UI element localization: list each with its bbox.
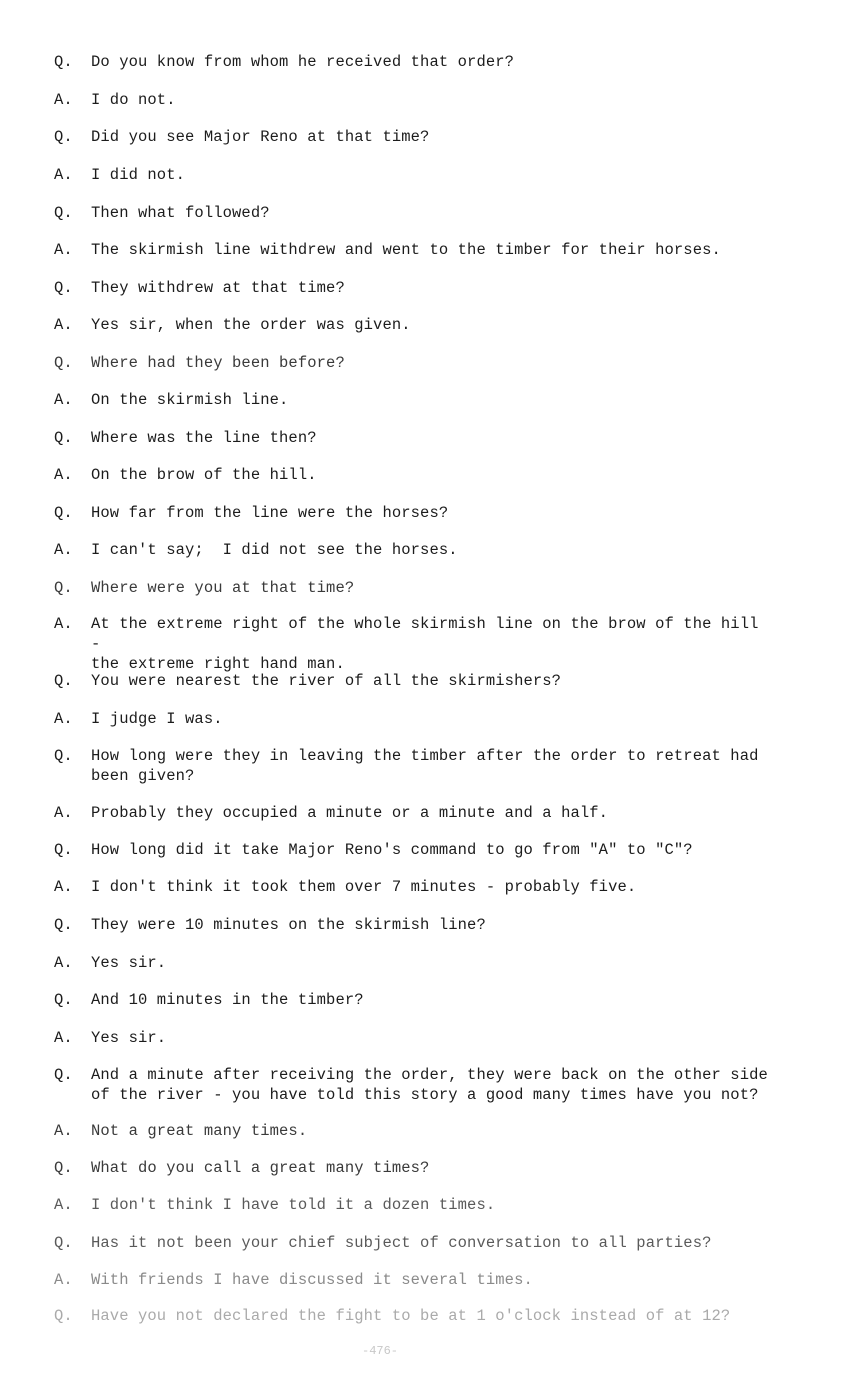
question-text: They were 10 minutes on the skirmish line? bbox=[91, 916, 486, 934]
answer-marker: A. bbox=[54, 466, 73, 484]
answer-marker: A. bbox=[54, 241, 73, 259]
question-line bbox=[54, 990, 774, 1010]
question-line bbox=[54, 127, 774, 147]
question-text: Where were you at that time? bbox=[91, 579, 355, 597]
answer-marker: A. bbox=[54, 541, 73, 559]
question-marker: Q. bbox=[54, 991, 73, 1009]
question-text: Do you know from whom he received that order? bbox=[91, 53, 515, 71]
question-text: How far from the line were the horses? bbox=[91, 504, 449, 522]
question-marker: Q. bbox=[54, 841, 73, 859]
answer-line bbox=[54, 709, 774, 729]
answer-marker: A. bbox=[54, 804, 73, 822]
answer-line bbox=[54, 953, 774, 973]
question-marker: Q. bbox=[54, 747, 73, 765]
answer-line bbox=[54, 540, 774, 560]
answer-marker: A. bbox=[54, 1029, 73, 1047]
question-text: Did you see Major Reno at that time? bbox=[91, 128, 430, 146]
answer-text: Yes sir. bbox=[91, 1029, 167, 1047]
answer-text: Not a great many times. bbox=[91, 1122, 308, 1140]
question-marker: Q. bbox=[54, 1307, 73, 1325]
answer-marker: A. bbox=[54, 878, 73, 896]
question-marker: Q. bbox=[54, 1234, 73, 1252]
question-text: Has it not been your chief subject of conversation to all parties? bbox=[91, 1234, 712, 1252]
answer-line bbox=[54, 1195, 774, 1215]
answer-line bbox=[54, 465, 774, 485]
answer-line bbox=[54, 1028, 774, 1048]
question-line bbox=[54, 671, 774, 691]
answer-line bbox=[54, 877, 774, 897]
answer-text: With friends I have discussed it several times. bbox=[91, 1271, 533, 1289]
answer-text: The skirmish line withdrew and went to the timber for their horses. bbox=[91, 241, 721, 259]
question-text: You were nearest the river of all the skirmishers? bbox=[91, 672, 562, 690]
question-marker: Q. bbox=[54, 53, 73, 71]
question-text: Where had they been before? bbox=[91, 354, 345, 372]
question-line bbox=[54, 203, 774, 223]
question-marker: Q. bbox=[54, 1066, 73, 1084]
question-line bbox=[54, 1065, 774, 1105]
question-text: Have you not declared the fight to be at 1 o'clock instead of at 12? bbox=[91, 1307, 731, 1325]
answer-line bbox=[54, 1121, 774, 1141]
question-line bbox=[54, 52, 774, 72]
question-text: Where was the line then? bbox=[91, 429, 317, 447]
question-line bbox=[54, 578, 774, 598]
answer-text: At the extreme right of the whole skirmish line on the brow of the hill - the extreme right hand man. bbox=[91, 615, 759, 673]
question-line bbox=[54, 353, 774, 373]
answer-marker: A. bbox=[54, 391, 73, 409]
answer-marker: A. bbox=[54, 954, 73, 972]
question-line bbox=[54, 915, 774, 935]
page-number: -476- bbox=[362, 1344, 399, 1358]
question-line bbox=[54, 428, 774, 448]
answer-marker: A. bbox=[54, 316, 73, 334]
answer-marker: A. bbox=[54, 91, 73, 109]
answer-line bbox=[54, 390, 774, 410]
answer-marker: A. bbox=[54, 1196, 73, 1214]
answer-text: I judge I was. bbox=[91, 710, 223, 728]
question-marker: Q. bbox=[54, 204, 73, 222]
answer-marker: A. bbox=[54, 1271, 73, 1289]
answer-marker: A. bbox=[54, 710, 73, 728]
answer-text: I don't think I have told it a dozen times. bbox=[91, 1196, 496, 1214]
question-marker: Q. bbox=[54, 1159, 73, 1177]
question-line bbox=[54, 1306, 774, 1326]
answer-marker: A. bbox=[54, 166, 73, 184]
question-marker: Q. bbox=[54, 429, 73, 447]
answer-marker: A. bbox=[54, 1122, 73, 1140]
answer-text: Yes sir. bbox=[91, 954, 167, 972]
answer-marker: A. bbox=[54, 615, 73, 633]
question-marker: Q. bbox=[54, 916, 73, 934]
question-marker: Q. bbox=[54, 279, 73, 297]
answer-line bbox=[54, 90, 774, 110]
answer-line bbox=[54, 803, 774, 823]
question-line bbox=[54, 746, 774, 786]
question-text: What do you call a great many times? bbox=[91, 1159, 430, 1177]
question-text: And 10 minutes in the timber? bbox=[91, 991, 364, 1009]
question-marker: Q. bbox=[54, 672, 73, 690]
question-marker: Q. bbox=[54, 579, 73, 597]
answer-line bbox=[54, 165, 774, 185]
question-line bbox=[54, 1233, 774, 1253]
answer-line bbox=[54, 614, 774, 674]
answer-text: On the brow of the hill. bbox=[91, 466, 317, 484]
question-line bbox=[54, 840, 774, 860]
question-marker: Q. bbox=[54, 504, 73, 522]
question-text: Then what followed? bbox=[91, 204, 270, 222]
answer-text: On the skirmish line. bbox=[91, 391, 289, 409]
question-text: How long were they in leaving the timber after the order to retreat had been given? bbox=[91, 747, 759, 785]
answer-line bbox=[54, 1270, 774, 1290]
question-text: And a minute after receiving the order, they were back on the other side of the river - you have told this story a good many times have you not? bbox=[91, 1066, 768, 1104]
question-text: They withdrew at that time? bbox=[91, 279, 345, 297]
answer-text: I did not. bbox=[91, 166, 186, 184]
question-marker: Q. bbox=[54, 128, 73, 146]
question-line bbox=[54, 1158, 774, 1178]
question-line bbox=[54, 278, 774, 298]
answer-text: I can't say; I did not see the horses. bbox=[91, 541, 458, 559]
answer-text: I do not. bbox=[91, 91, 176, 109]
question-text: How long did it take Major Reno's command to go from "A" to "C"? bbox=[91, 841, 693, 859]
answer-text: I don't think it took them over 7 minutes - probably five. bbox=[91, 878, 637, 896]
answer-line bbox=[54, 240, 774, 260]
answer-text: Probably they occupied a minute or a minute and a half. bbox=[91, 804, 609, 822]
question-marker: Q. bbox=[54, 354, 73, 372]
answer-line bbox=[54, 315, 774, 335]
question-line bbox=[54, 503, 774, 523]
answer-text: Yes sir, when the order was given. bbox=[91, 316, 411, 334]
